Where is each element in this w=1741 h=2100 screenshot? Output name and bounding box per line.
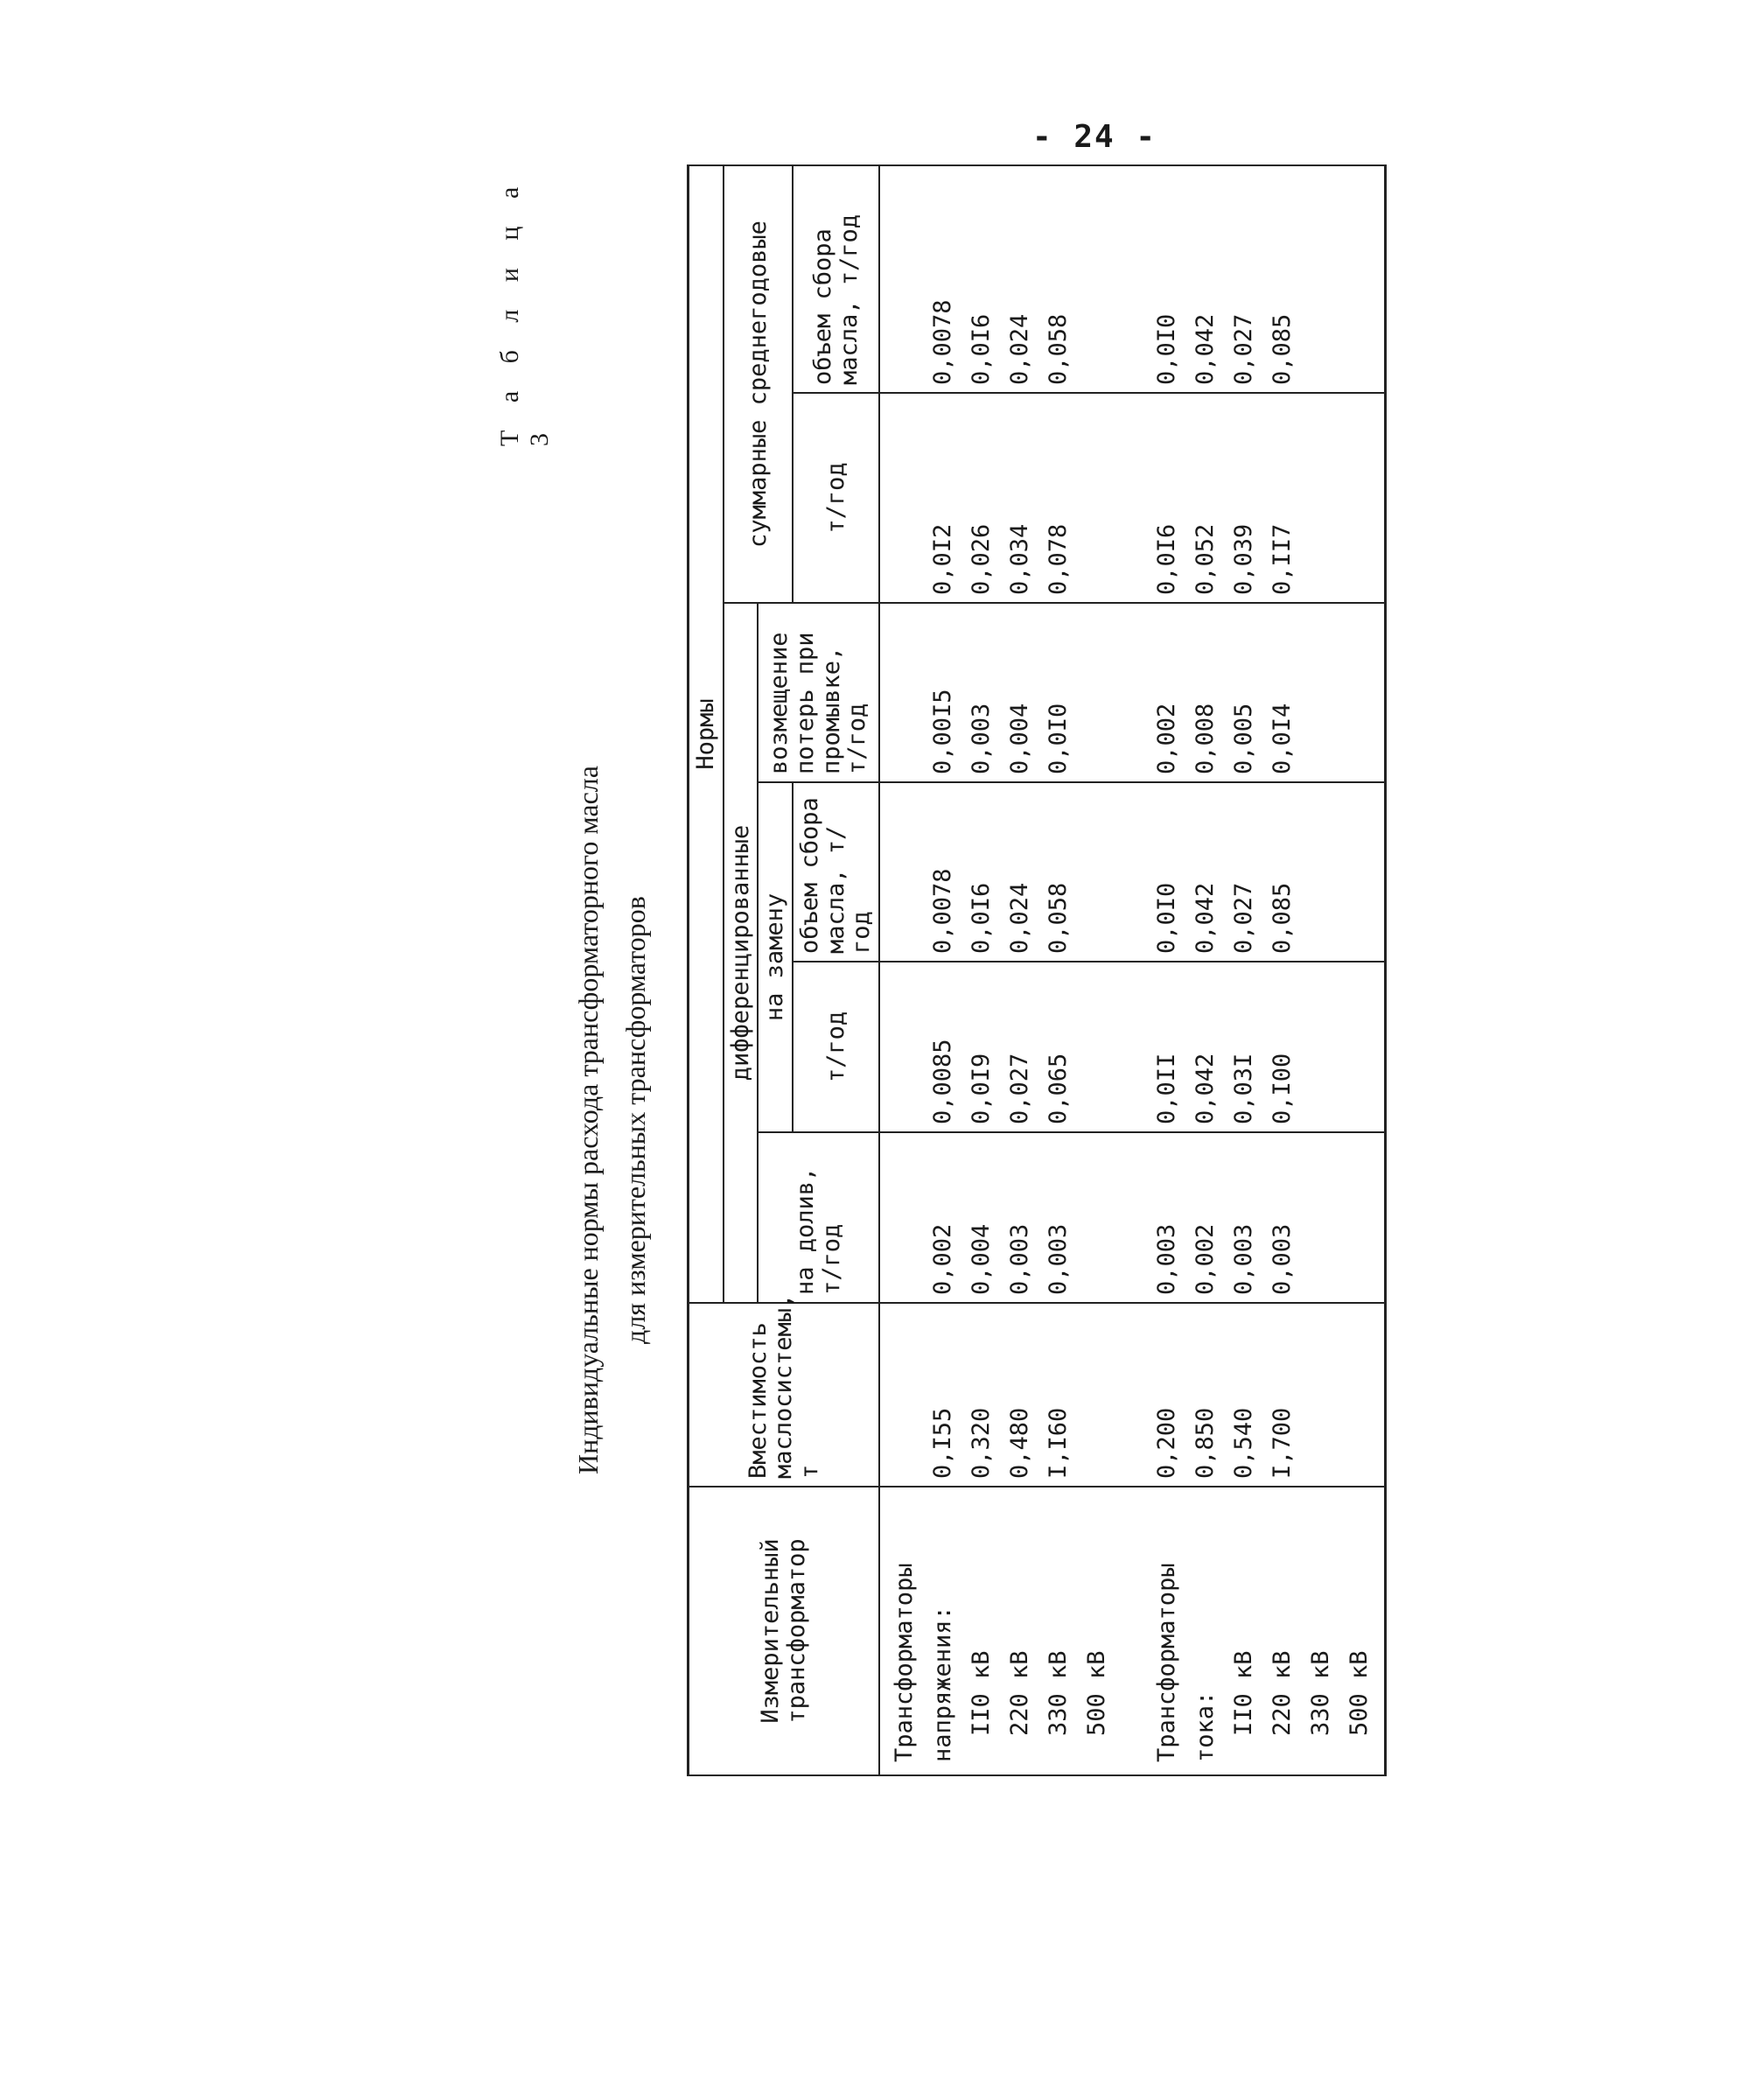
cell-total-collect: 0,024 (1006, 313, 1034, 385)
cell-capacity: 0,320 (968, 1407, 996, 1479)
cell-total-collect: 0,042 (1192, 313, 1220, 385)
cell-total-collect: 0,0078 (929, 299, 957, 385)
cell-repl-collect: 0,0I0 (1153, 882, 1181, 954)
header-transformer: Измерительный трансформатор (689, 1487, 880, 1775)
cell-capacity: 0,I55 (929, 1407, 957, 1479)
cell-total-collect: 0,0I0 (1153, 313, 1181, 385)
cell-capacity: 0,850 (1192, 1407, 1220, 1479)
group-voltage (885, 1494, 1116, 1762)
cell-capacity: 0,540 (1230, 1407, 1258, 1479)
cell-capacity: 0,200 (1153, 1407, 1181, 1479)
cell-repl-collect: 0,027 (1230, 882, 1258, 954)
cell-flush: 0,004 (1006, 703, 1034, 774)
group-current (1148, 1494, 1379, 1762)
cell-repl-t: 0,027 (1006, 1053, 1034, 1124)
column-total-collection (879, 165, 1386, 393)
cell-repl-t: 0,065 (1045, 1053, 1073, 1124)
cell-repl-t: 0,03I (1230, 1053, 1258, 1124)
cell-capacity: 0,480 (1006, 1407, 1034, 1479)
cell-total: 0,026 (968, 523, 996, 595)
cell-total-collect: 0,058 (1045, 313, 1073, 385)
page-number: - 24 - (1032, 119, 1157, 155)
cell-repl-t: 0,0085 (929, 1039, 957, 1124)
row-label: 330 кВ (1045, 1650, 1073, 1736)
cell-topping: 0,003 (1006, 1223, 1034, 1295)
cell-capacity: I,700 (1269, 1407, 1297, 1479)
header-total-collection: объем сбора масла, т/год (793, 165, 879, 393)
cell-flush: 0,005 (1230, 703, 1258, 774)
cell-repl-collect: 0,024 (1006, 882, 1034, 954)
row-label: 500 кВ (1083, 1650, 1111, 1736)
table-label: Т а б л и ц а 3 (495, 176, 554, 446)
table-body-row (879, 165, 1386, 1775)
column-flushing-loss (879, 603, 1386, 782)
row-label: II0 кВ (968, 1650, 996, 1736)
cell-topping: 0,002 (1192, 1223, 1220, 1295)
group-title: Трансформаторы тока: (1153, 1563, 1220, 1762)
cell-repl-collect: 0,042 (1192, 882, 1220, 954)
header-topping: на долив, т/год (758, 1132, 879, 1303)
table-title-line2: для измерительных трансформаторов (619, 896, 651, 1344)
row-label: II0 кВ (1230, 1650, 1258, 1736)
cell-total: 0,034 (1006, 523, 1034, 595)
cell-repl-t: 0,042 (1192, 1053, 1220, 1124)
row-label: 220 кВ (1269, 1650, 1297, 1736)
cell-flush: 0,00I5 (929, 689, 957, 774)
header-flushing-loss: возмещение потерь при промывке, т/год (758, 603, 879, 782)
cell-total-collect: 0,0I6 (968, 313, 996, 385)
cell-total: 0,0I2 (929, 523, 957, 595)
cell-topping: 0,003 (1045, 1223, 1073, 1295)
cell-repl-t: 0,0I9 (968, 1053, 996, 1124)
group-title: Трансформаторы напряжения: (891, 1563, 957, 1762)
cell-topping: 0,003 (1230, 1223, 1258, 1295)
header-capacity: Вместимость маслосистемы, т (689, 1303, 880, 1487)
cell-total: 0,078 (1045, 523, 1073, 595)
cell-flush: 0,008 (1192, 703, 1220, 774)
cell-flush: 0,002 (1153, 703, 1181, 774)
table-title-line1: Индивидуальные нормы расхода трансформаторного масла (572, 766, 604, 1474)
rotated-table-frame (490, 166, 1470, 1776)
cell-total: 0,0I6 (1153, 523, 1181, 595)
cell-topping: 0,002 (929, 1223, 957, 1295)
header-differentiated: дифференцированные (724, 603, 759, 1303)
header-replacement: на замену (758, 782, 793, 1132)
cell-capacity: I,I60 (1045, 1407, 1073, 1479)
cell-repl-t: 0,I00 (1269, 1053, 1297, 1124)
cell-total: 0,039 (1230, 523, 1258, 595)
cell-flush: 0,0I4 (1269, 703, 1297, 774)
norms-table (687, 164, 1387, 1776)
column-repl-collection (879, 782, 1386, 962)
cell-total-collect: 0,085 (1269, 313, 1297, 385)
row-label: 220 кВ (1006, 1650, 1034, 1736)
cell-total: 0,II7 (1269, 523, 1297, 595)
cell-repl-collect: 0,0I6 (968, 882, 996, 954)
cell-flush: 0,0I0 (1045, 703, 1073, 774)
cell-repl-collect: 0,0078 (929, 868, 957, 954)
column-total-per-year (879, 393, 1386, 603)
cell-repl-collect: 0,085 (1269, 882, 1297, 954)
cell-topping: 0,003 (1269, 1223, 1297, 1295)
row-label: 500 кВ (1346, 1650, 1374, 1736)
cell-repl-t: 0,0II (1153, 1053, 1181, 1124)
column-capacity (879, 1303, 1386, 1487)
column-transformer (879, 1487, 1386, 1775)
cell-flush: 0,003 (968, 703, 996, 774)
header-repl-per-year: т/год (793, 962, 879, 1132)
header-total-per-year: т/год (793, 393, 879, 603)
header-repl-collection: объем сбора масла, т/год (793, 782, 879, 962)
cell-topping: 0,003 (1153, 1223, 1181, 1295)
header-total-avg: суммарные среднегодовые (724, 165, 793, 603)
cell-total-collect: 0,027 (1230, 313, 1258, 385)
cell-topping: 0,004 (968, 1223, 996, 1295)
cell-repl-collect: 0,058 (1045, 882, 1073, 954)
cell-total: 0,052 (1192, 523, 1220, 595)
row-label: 330 кВ (1307, 1650, 1335, 1736)
column-repl-per-year (879, 962, 1386, 1132)
header-norms: Нормы (689, 165, 724, 1303)
column-topping (879, 1132, 1386, 1303)
